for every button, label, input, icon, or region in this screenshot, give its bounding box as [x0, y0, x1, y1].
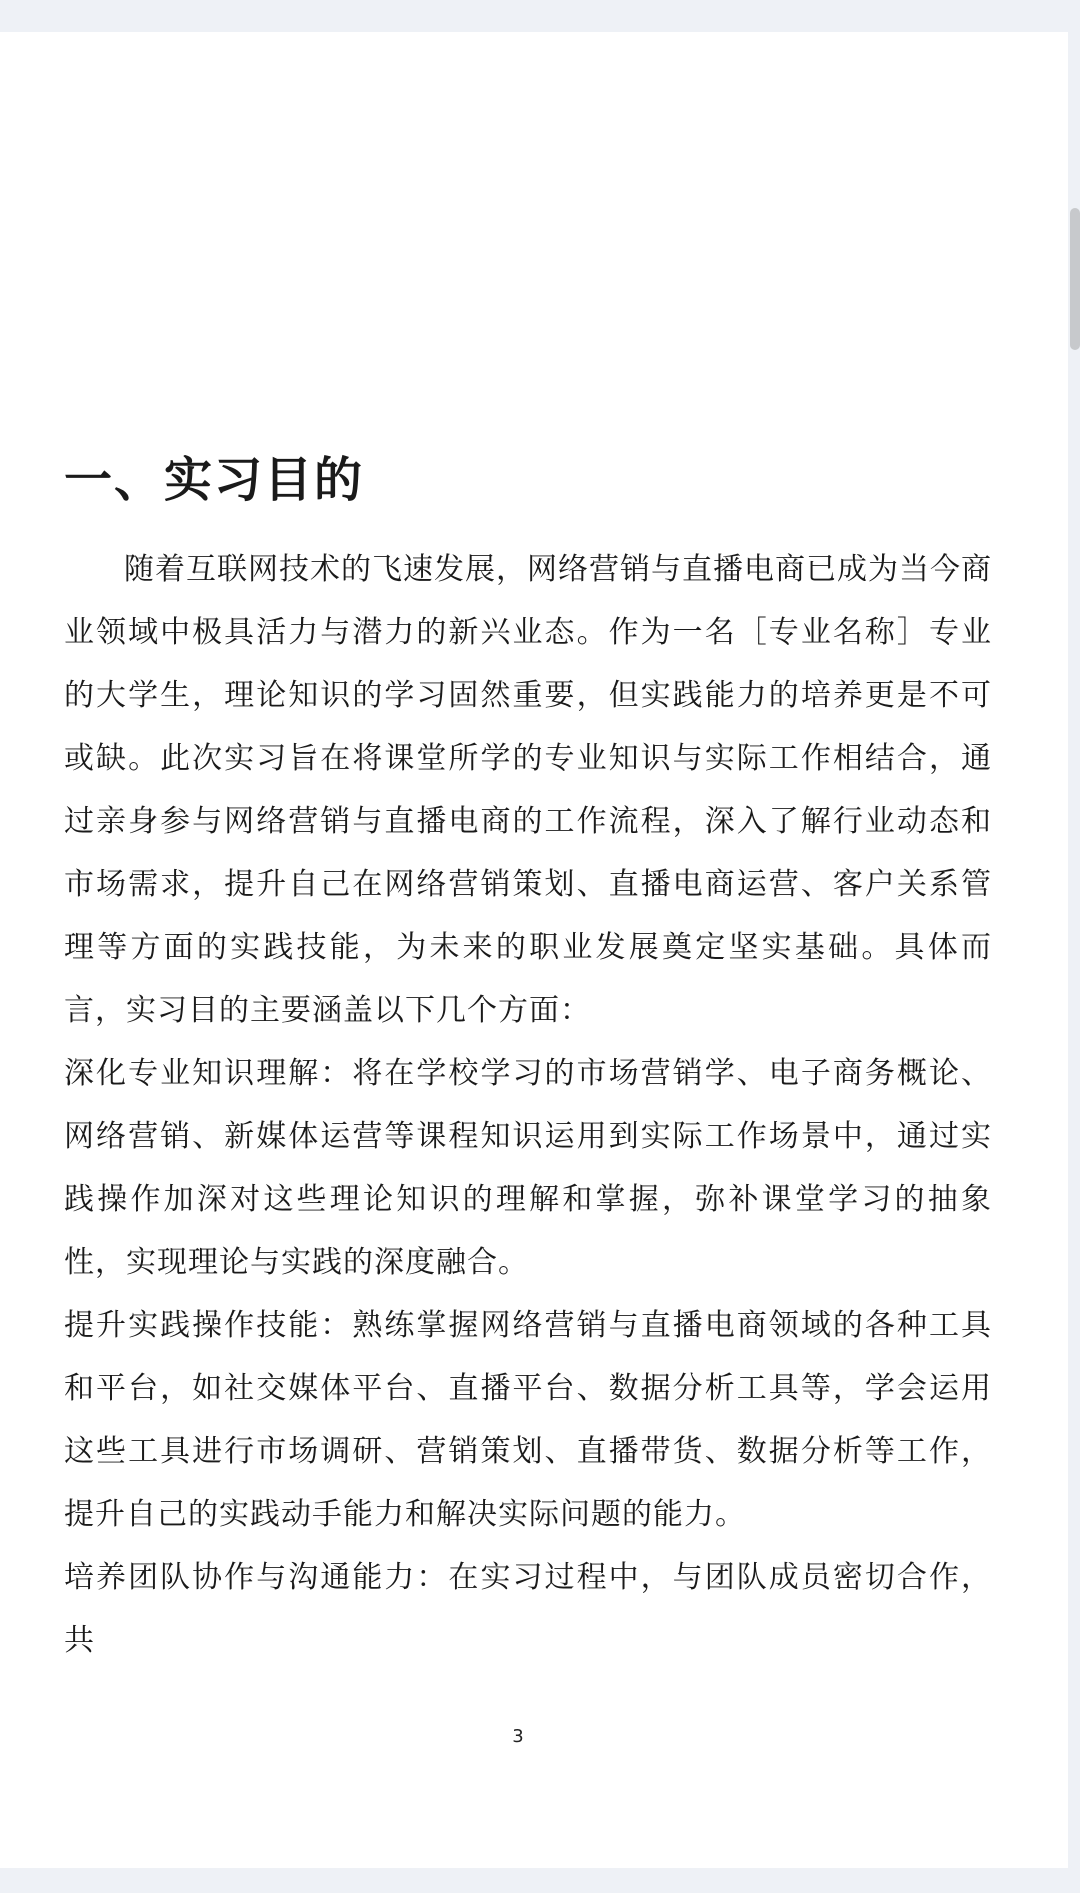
document-page: [0, 32, 1068, 1868]
paragraph-deepen-knowledge: 深化专业知识理解：将在学校学习的市场营销学、电子商务概论、网络营销、新媒体运营等课程知识运用到实际工作场景中，通过实践操作加深对这些理论知识的理解和掌握，弥补课堂学习的抽象性，实现理论与实践的深度融合。: [64, 1055, 992, 1280]
vertical-scrollbar-thumb[interactable]: [1070, 208, 1080, 350]
page-content: [64, 452, 992, 1672]
page-number: 3: [512, 1726, 524, 1747]
paragraph-teamwork: 培养团队协作与沟通能力：在实习过程中，与团队成员密切合作，共: [64, 1559, 992, 1658]
paragraph-practical-skills: 提升实践操作技能：熟练掌握网络营销与直播电商领域的各种工具和平台，如社交媒体平台、直播平台、数据分析工具等，学会运用这些工具进行市场调研、营销策划、直播带货、数据分析等工作，提升自己的实践动手能力和解决实际问题的能力。: [64, 1307, 992, 1532]
section-heading: 一、实习目的: [64, 452, 365, 508]
intro-paragraph: 随着互联网技术的飞速发展，网络营销与直播电商已成为当今商业领域中极具活力与潜力的新兴业态。作为一名［专业名称］专业的大学生，理论知识的学习固然重要，但实践能力的培养更是不可或缺。此次实习旨在将课堂所学的专业知识与实际工作相结合，通过亲身参与网络营销与直播电商的工作流程，深入了解行业动态和市场需求，提升自己在网络营销策划、直播电商运营、客户关系管理等方面的实践技能，为未来的职业发展奠定坚实基础。具体而言，实习目的主要涵盖以下几个方面：: [64, 551, 992, 1028]
